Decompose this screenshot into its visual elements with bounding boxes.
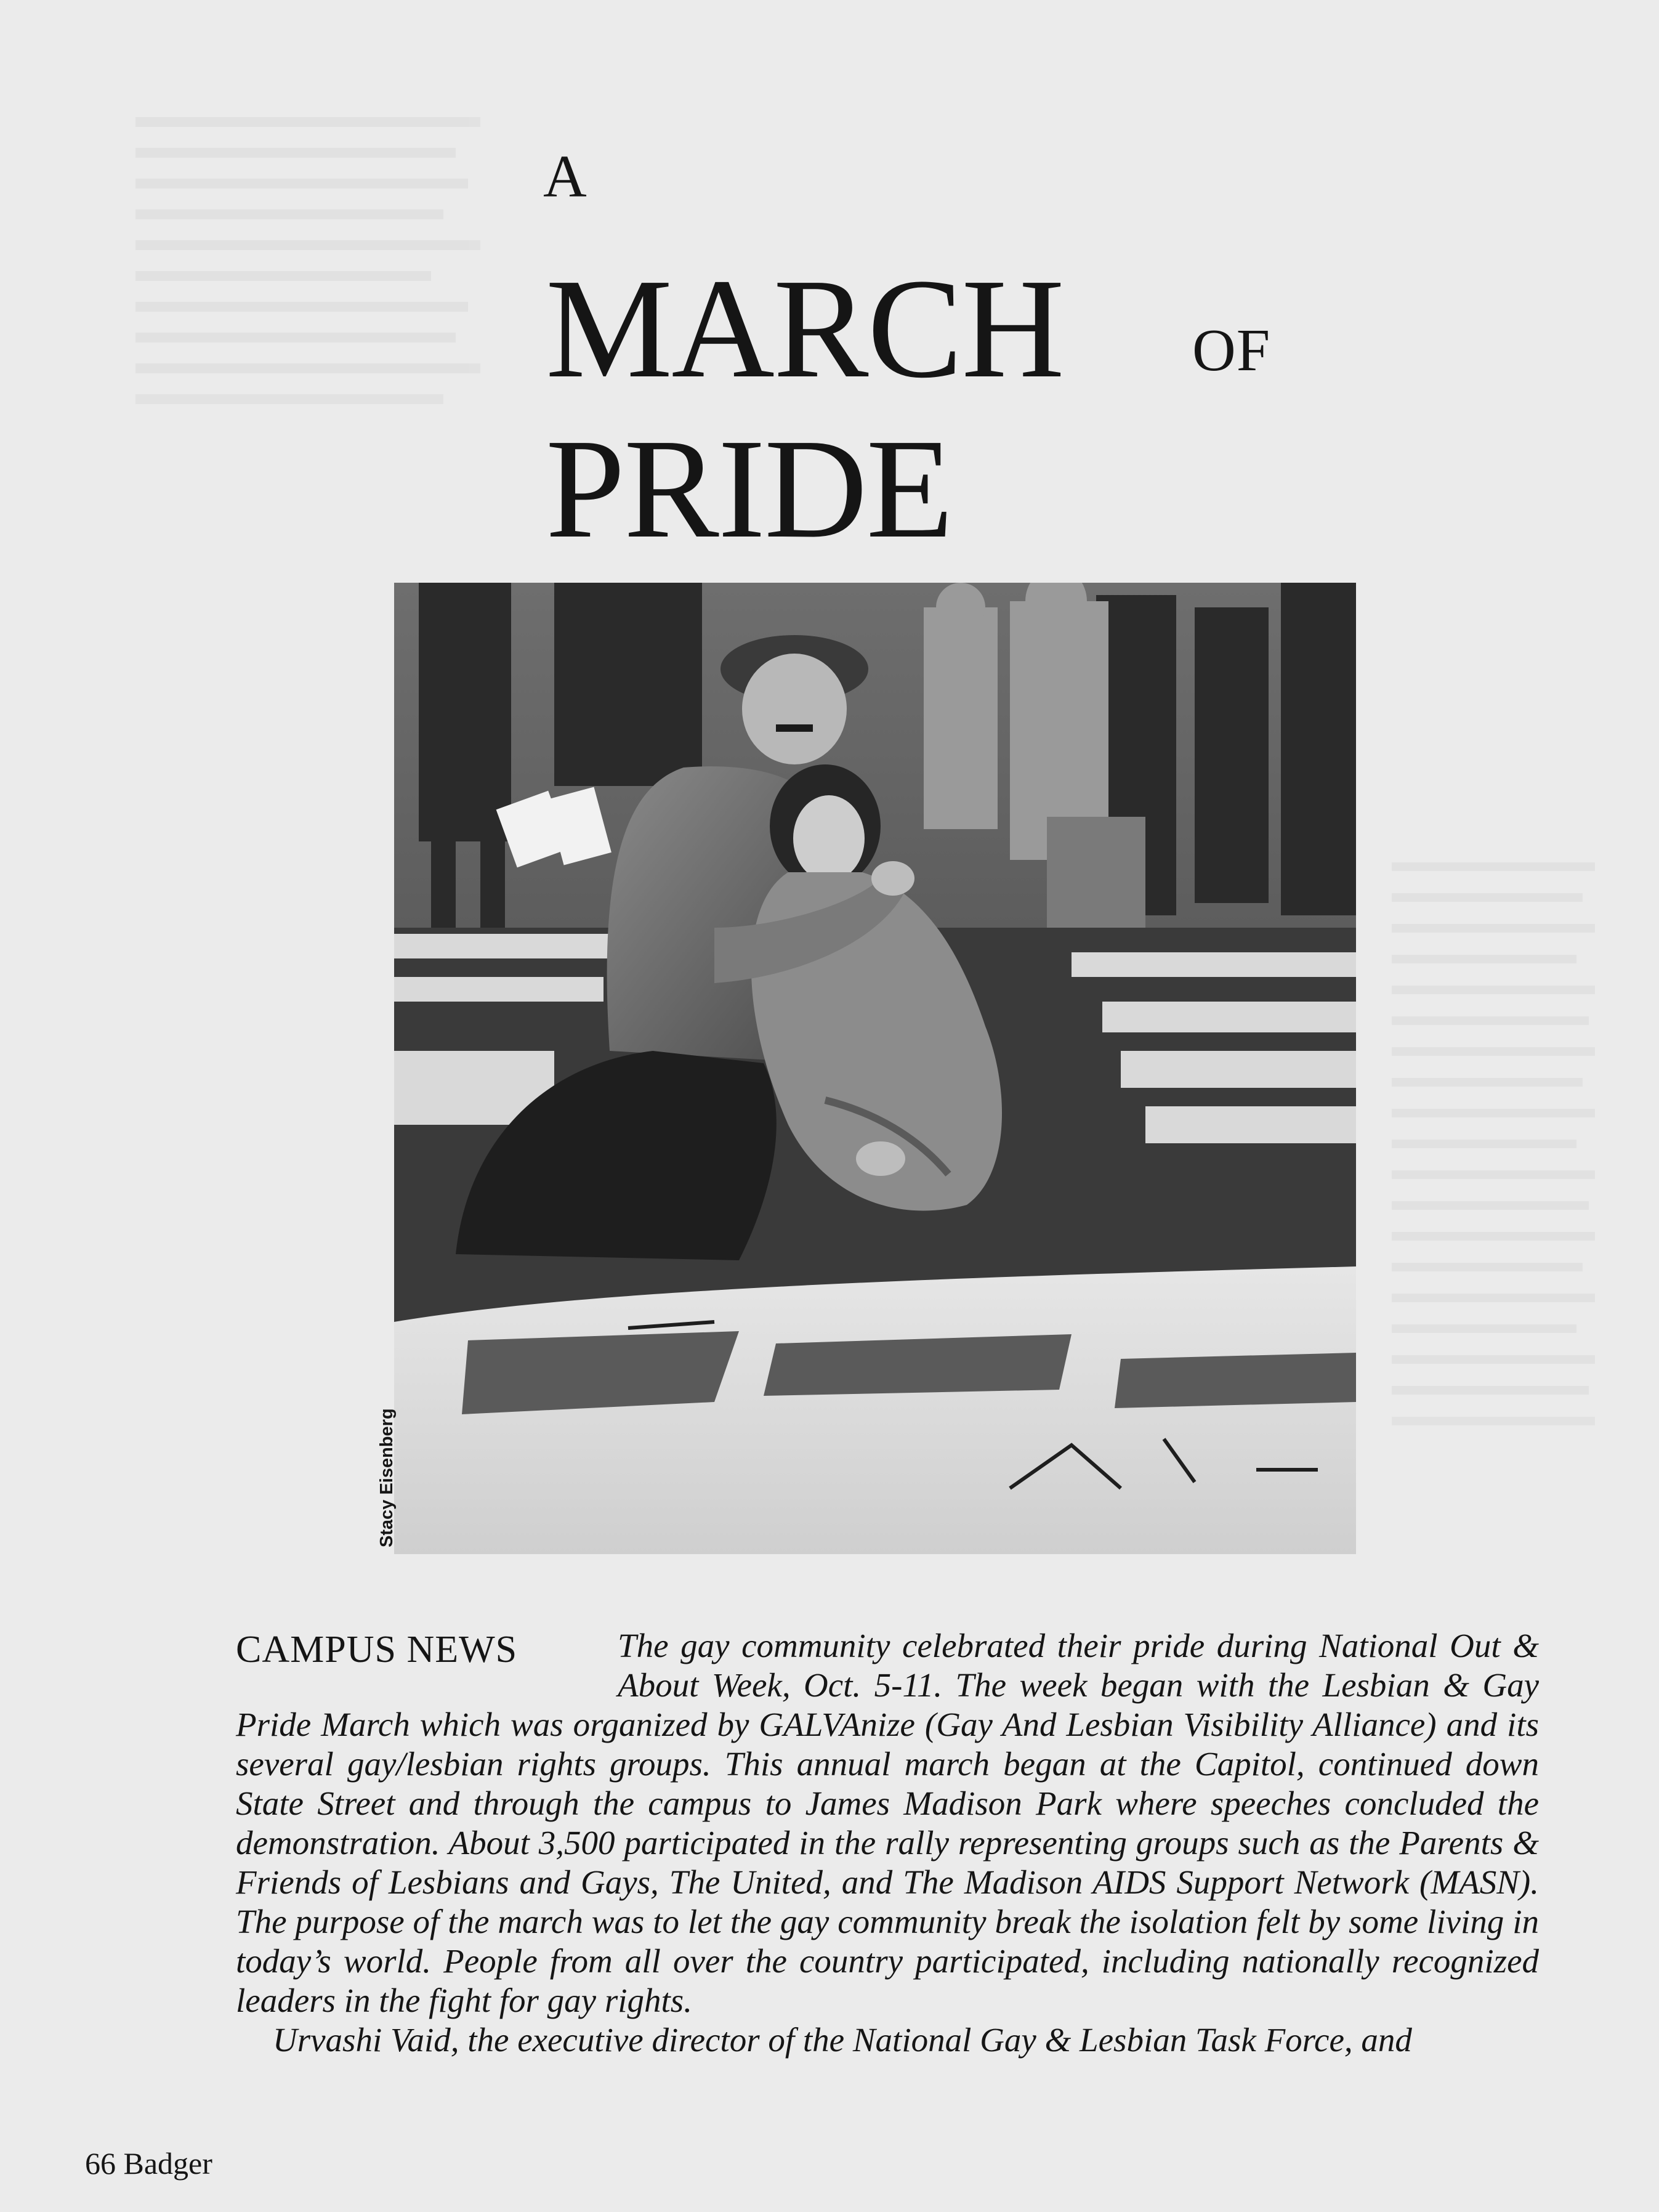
- photo-credit: Stacy Eisenberg: [377, 1408, 397, 1547]
- headline-word-march: MARCH: [546, 249, 1064, 408]
- article-paragraph-1: The gay community celebrated their pride during National Out & About Week, Oct. 5-11. The week began with the Lesbian & Gay Pride March which was organized by GALVAnize (Gay And Lesbian Visibility Alliance) and its several gay/lesbian rights groups. This annual march began at the Capitol, continued down State Street and through the campus to James Madison Park where speeches concluded the demonstration. About 3,500 participated in the rally representing groups such as the Parents & Friends of Lesbians and Gays, The United, and The Madison AIDS Support Network (MASN). The purpose of the march was to let the gay community break the isolation felt by some living in today’s world. People from all over the country participated, including nationally recognized leaders in the fight for gay rights.: [236, 1627, 1539, 2019]
- headline-word-of: OF: [1192, 317, 1271, 384]
- march-photo-illustration: [394, 583, 1356, 1554]
- article-paragraph-2: Urvashi Vaid, the executive director of the National Gay & Lesbian Task Force, and: [273, 2021, 1412, 2059]
- article-body: [236, 1626, 1539, 2060]
- page-folio: 66 Badger: [85, 2146, 212, 2181]
- headline-word-pride: PRIDE: [546, 410, 953, 568]
- section-kicker: CAMPUS NEWS: [236, 1629, 518, 1671]
- march-photo: [394, 583, 1356, 1554]
- headline-word-a: A: [543, 144, 588, 210]
